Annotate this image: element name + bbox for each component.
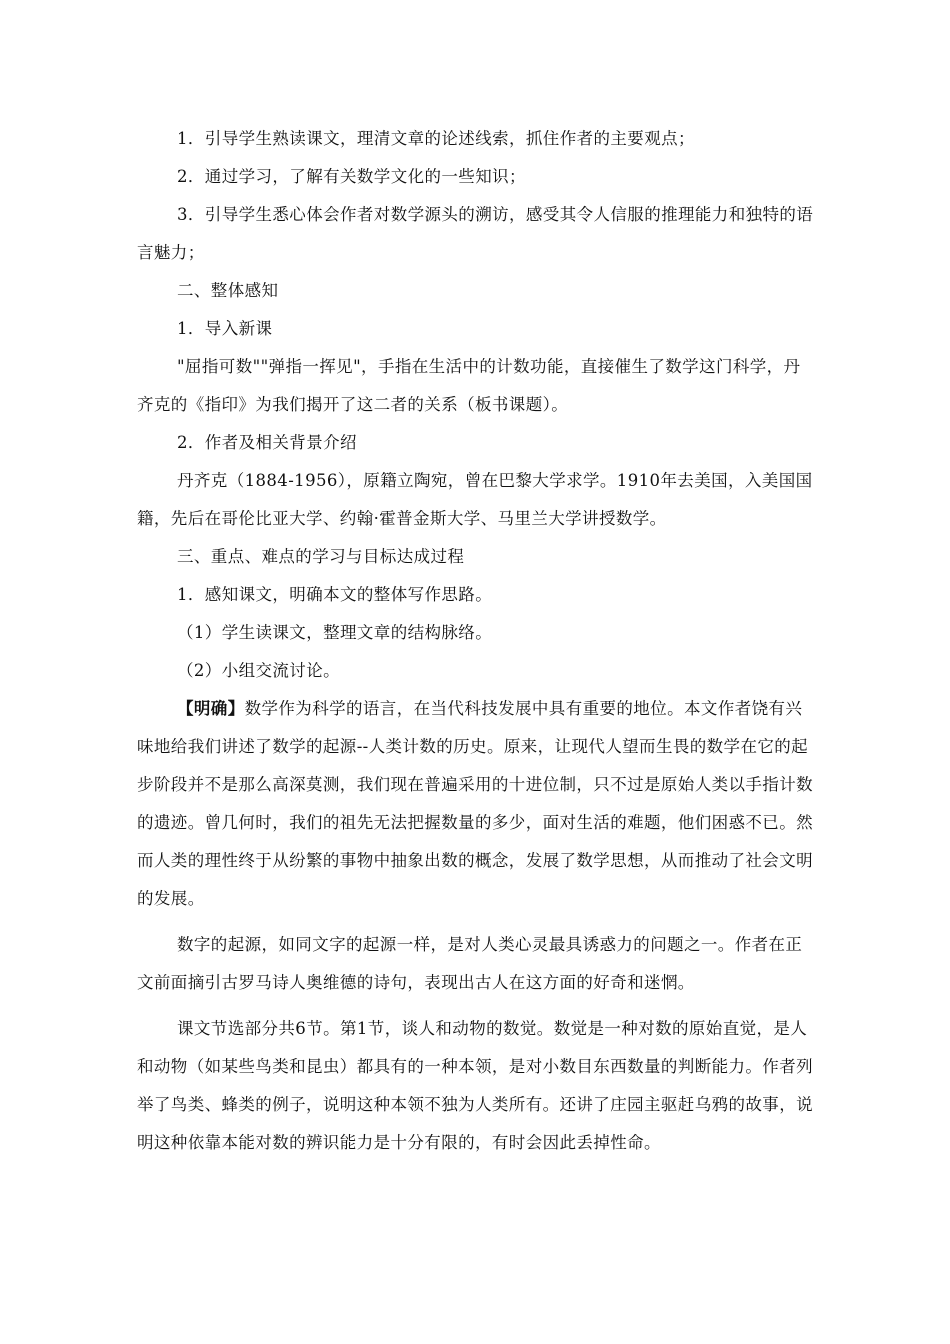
author-background-paragraph: 丹齐克（1884-1956），原籍立陶宛，曾在巴黎大学求学。1910年去美国，入美国国籍，先后在哥伦比亚大学、约翰·霍普金斯大学、马里兰大学讲授数学。 bbox=[137, 471, 813, 528]
subheading-intro-new-lesson: 1．导入新课 bbox=[177, 319, 273, 338]
section-heading-key-points: 三、重点、难点的学习与目标达成过程 bbox=[177, 547, 465, 566]
subheading-author-background: 2．作者及相关背景介绍 bbox=[177, 433, 357, 452]
number-origin-paragraph: 数字的起源，如同文字的起源一样，是对人类心灵最具诱惑力的问题之一。作者在正文前面摘引古罗马诗人奥维德的诗句，表现出古人在这方面的好奇和迷惘。 bbox=[137, 935, 803, 992]
subheading-perceive-text: 1．感知课文，明确本文的整体写作思路。 bbox=[177, 585, 493, 604]
mingque-paragraph bbox=[137, 690, 817, 918]
mingque-text: 数学作为科学的语言，在当代科技发展中具有重要的地位。本文作者饶有兴味地给我们讲述了数学的起源--人类计数的历史。原来，让现代人望而生畏的数学在它的起步阶段并不是那么高深莫测，我们现在普遍采用的十进位制，只不过是原始人类以手指计数的遗迹。曾几何时，我们的祖先无法把握数量的多少，面对生活的难题，他们困惑不已。然而人类的理性终于从纷繁的事物中抽象出数的概念，发展了数学思想，从而推动了社会文明的发展。 bbox=[137, 699, 813, 908]
objective-2: 2．通过学习，了解有关数学文化的一些知识； bbox=[177, 167, 526, 186]
document-body bbox=[137, 120, 817, 1162]
section-heading-overall-perception: 二、整体感知 bbox=[177, 281, 279, 300]
mingque-label: 【明确】 bbox=[177, 699, 245, 718]
intro-paragraph: "屈指可数""弹指一挥见"，手指在生活中的计数功能，直接催生了数学这门科学，丹齐克的《指印》为我们揭开了这二者的关系（板书课题）。 bbox=[137, 357, 801, 414]
section-overview-paragraph: 课文节选部分共6节。第1节，谈人和动物的数觉。数觉是一种对数的原始直觉，是人和动物（如某些鸟类和昆虫）都具有的一种本领，是对小数目东西数量的判断能力。作者列举了鸟类、蜂类的例子，说明这种本领不独为人类所有。还讲了庄园主驱赶乌鸦的故事，说明这种依靠本能对数的辨识能力是十分有限的，有时会因此丢掉性命。 bbox=[137, 1019, 813, 1152]
objective-3: 3．引导学生悉心体会作者对数学源头的溯访，感受其令人信服的推理能力和独特的语言魅力； bbox=[137, 205, 814, 262]
step-1-read-text: （1）学生读课文，整理文章的结构脉络。 bbox=[177, 623, 493, 642]
objective-1: 1．引导学生熟读课文，理清文章的论述线索，抓住作者的主要观点； bbox=[177, 129, 695, 148]
step-2-group-discussion: （2）小组交流讨论。 bbox=[177, 661, 340, 680]
